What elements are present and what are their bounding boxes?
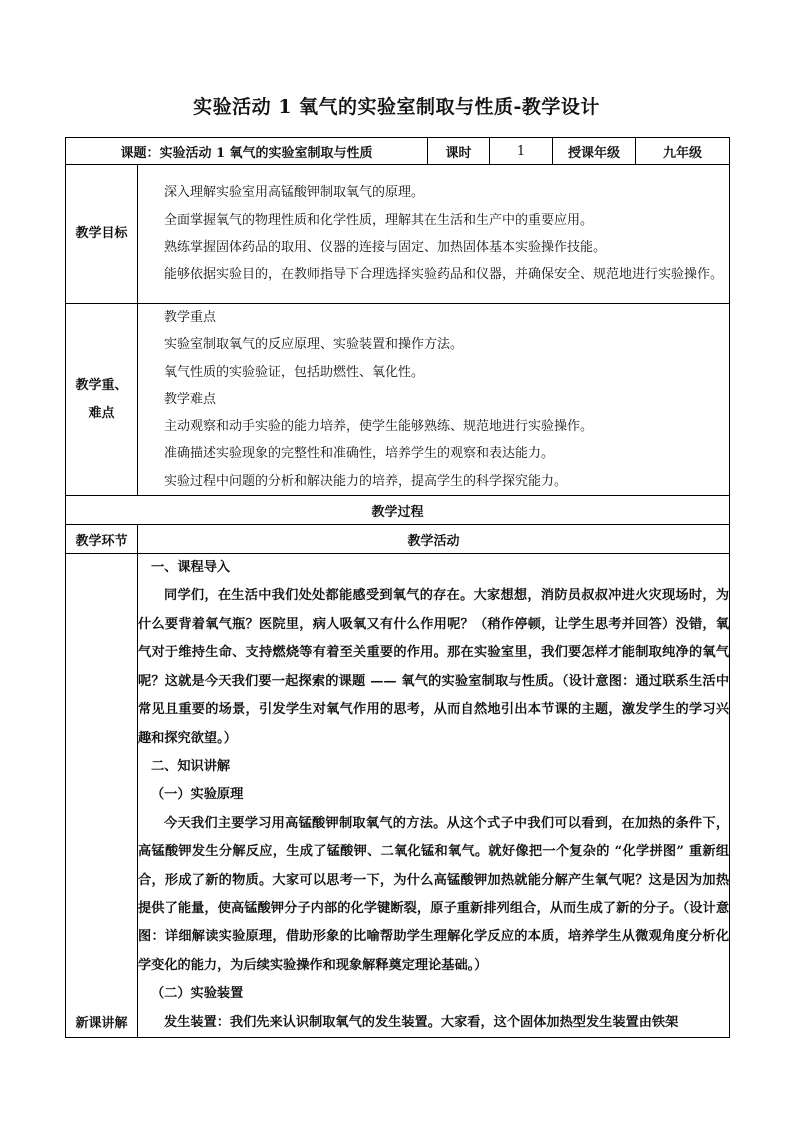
document-title: 实验活动 1 氧气的实验室制取与性质-教学设计 bbox=[193, 96, 600, 118]
grade-value: 九年级 bbox=[636, 138, 730, 165]
subsection-heading: （二）实验装置 bbox=[151, 986, 244, 1002]
key-points-label-line1: 教学重、 bbox=[75, 377, 128, 393]
new-lesson-row bbox=[66, 554, 730, 1038]
difficulty-heading: 教学难点 bbox=[164, 391, 217, 407]
key-point-heading: 教学重点 bbox=[164, 310, 217, 325]
paragraph: 今天我们主要学习用高锰酸钾制取氧气的方法。从这个式子中我们可以看到，在加热的条件下，高锰酸钾发生分解反应，生成了锰酸钾、二氧化锰和氧气。就好像把一个复杂的 “化学拼图” 重新组合，形成了新的物质。大家可以思考一下，为什么高锰酸钾加热就能分解产生氧气呢？这是因为加热提供了能量，使高锰酸钾分子内部的化学键断裂，原子重新排列组合，从而生成了新的分子。（设计意图：详细解读实验原理，借助形象的比喻帮助学生理解化学反应的本质，培养学生从微观角度分析化学变化的能力，为后续实验操作和现象解释奠定理论基础。） bbox=[138, 815, 730, 973]
period-value: 1 bbox=[490, 138, 553, 165]
objectives-row bbox=[66, 165, 730, 304]
key-point-item: 氧气性质的实验验证，包括助燃性、氧化性。 bbox=[164, 364, 425, 380]
stage-label: 新课讲解 bbox=[66, 554, 138, 1038]
section-heading: 二、知识讲解 bbox=[151, 758, 231, 774]
key-points-label-line2: 难点 bbox=[88, 405, 115, 421]
process-columns-row bbox=[66, 525, 730, 554]
difficulty-item: 准确描述实验现象的完整性和准确性，培养学生的观察和表达能力。 bbox=[164, 446, 555, 462]
objective-item: 全面掌握氧气的物理性质和化学性质，理解其在生活和生产中的重要应用。 bbox=[164, 212, 594, 228]
paragraph: 同学们，在生活中我们处处都能感受到氧气的存在。大家想想，消防员叔叔冲进火灾现场时，为什么要背着氧气瓶？医院里，病人吸氧又有什么作用呢？（稍作停顿，让学生思考并回答）没错，氧气对于维持生命、支持燃烧等有着至关重要的作用。那在实验室里，我们要怎样才能制取纯净的氧气呢？这就是今天我们要一起探索的课题 —— 氧气的实验室制取与性质。（设计意图：通过联系生活中常见且重要的场景，引发学生对氧气作用的思考，从而自然地引出本节课的主题，激发学生的学习兴趣和探究欲望。） bbox=[138, 588, 730, 746]
section-heading: 一、课程导入 bbox=[151, 560, 231, 576]
activity-content bbox=[138, 554, 730, 1038]
process-heading-row bbox=[66, 496, 730, 525]
grade-label: 授课年级 bbox=[553, 138, 636, 165]
objective-item: 深入理解实验室用高锰酸钾制取氧气的原理。 bbox=[164, 185, 425, 201]
topic-cell: 课题：实验活动 1 氧气的实验室制取与性质 bbox=[66, 138, 428, 165]
process-heading: 教学过程 bbox=[66, 496, 730, 525]
paragraph: 发生装置：我们先来认识制取氧气的发生装置。大家看，这个固体加热型发生装置由铁架 bbox=[164, 1014, 679, 1030]
objective-item: 熟练掌握固体药品的取用、仪器的连接与固定、加热固体基本实验操作技能。 bbox=[164, 240, 607, 255]
objectives-content bbox=[138, 165, 730, 304]
key-point-item: 实验室制取氧气的反应原理、实验装置和操作方法。 bbox=[164, 337, 464, 353]
activity-column-header: 教学活动 bbox=[138, 525, 730, 554]
key-points-content bbox=[138, 304, 730, 496]
difficulty-item: 实验过程中问题的分析和解决能力的培养，提高学生的科学探究能力。 bbox=[164, 473, 568, 489]
difficulty-item: 主动观察和动手实验的能力培养，使学生能够熟练、规范地进行实验操作。 bbox=[164, 419, 594, 435]
objective-item: 能够依据实验目的，在教师指导下合理选择实验药品和仪器，并确保安全、规范地进行实验操作。 bbox=[164, 267, 724, 283]
key-points-label bbox=[66, 304, 138, 496]
header-row bbox=[66, 138, 730, 165]
period-label: 课时 bbox=[428, 138, 490, 165]
subsection-heading: （一）实验原理 bbox=[151, 787, 244, 803]
stage-column-header: 教学环节 bbox=[66, 525, 138, 554]
lesson-plan-table bbox=[65, 137, 730, 1038]
objectives-label: 教学目标 bbox=[66, 165, 138, 304]
key-points-row bbox=[66, 304, 730, 496]
